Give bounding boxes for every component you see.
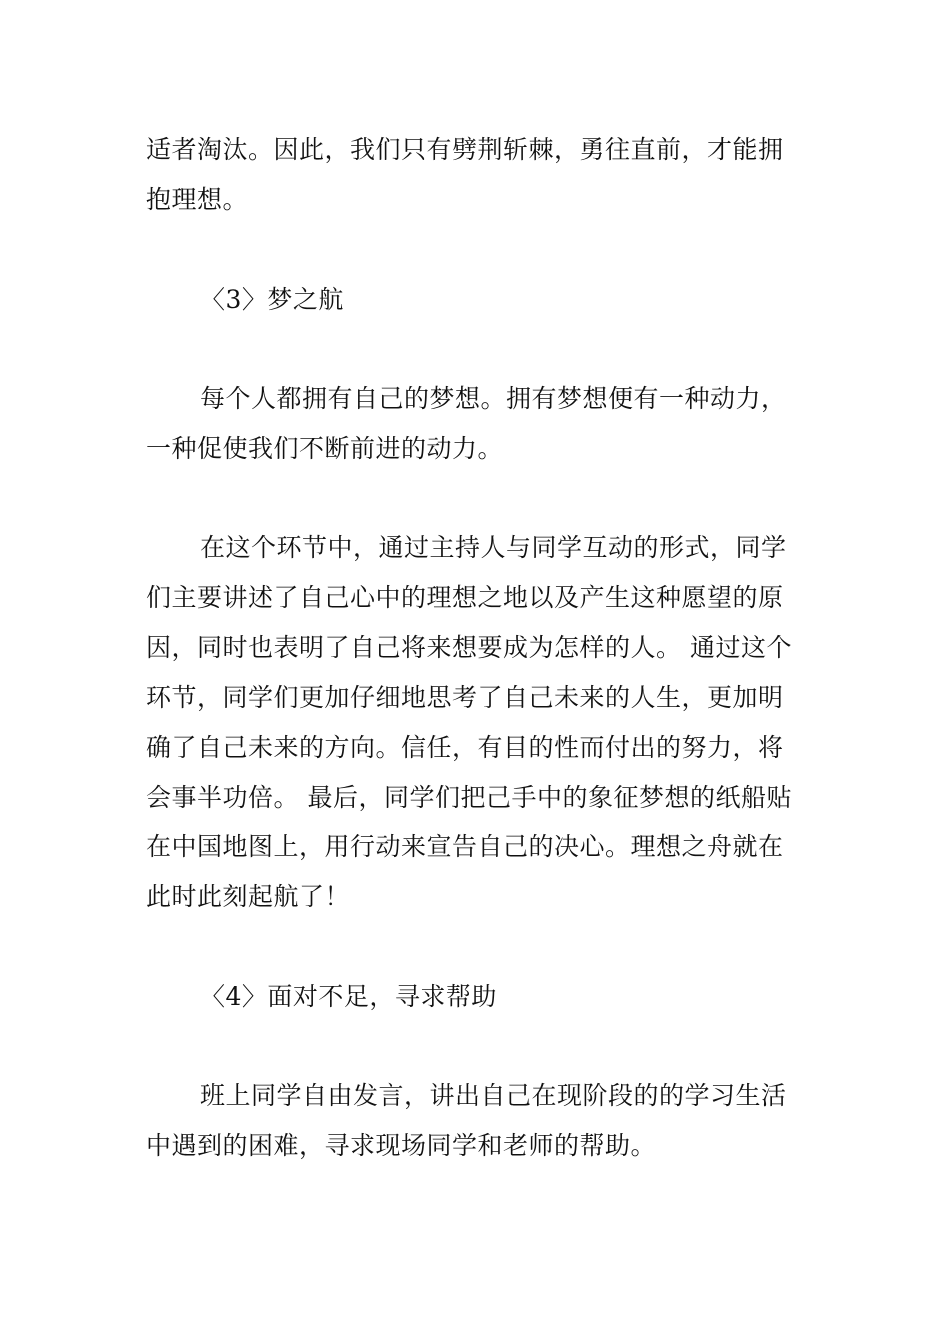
paragraph-3-line-6: 会事半功倍。 最后，同学们把己手中的象征梦想的纸船贴	[146, 783, 792, 812]
paragraph-1-line-1: 适者淘汰。因此，我们只有劈荆斩棘，勇往直前，才能拥	[146, 135, 784, 164]
paragraph-2-line-1: 每个人都拥有自己的梦想。拥有梦想便有一种动力，	[200, 384, 787, 413]
paragraph-3-line-7: 在中国地图上，用行动来宣告自己的决心。理想之舟就在	[146, 832, 784, 861]
paragraph-3-line-4: 环节，同学们更加仔细地思考了自己未来的人生，更加明	[146, 683, 784, 712]
paragraph-1-line-2: 抱理想。	[146, 185, 249, 214]
paragraph-4-line-2: 中遇到的困难，寻求现场同学和老师的帮助。	[146, 1131, 657, 1160]
paragraph-3-line-1: 在这个环节中，通过主持人与同学互动的形式，同学	[200, 533, 787, 562]
section-heading-4: 〈4〉面对不足，寻求帮助	[200, 982, 497, 1011]
paragraph-4-line-1: 班上同学自由发言，讲出自己在现阶段的的学习生活	[200, 1081, 787, 1110]
paragraph-3-line-8: 此时此刻起航了！	[146, 882, 351, 911]
paragraph-2-line-2: 一种促使我们不断前进的动力。	[146, 434, 504, 463]
paragraph-3-line-2: 们主要讲述了自己心中的理想之地以及产生这种愿望的原	[146, 583, 784, 612]
paragraph-3-line-5: 确了自己未来的方向。信任，有目的性而付出的努力，将	[146, 733, 784, 762]
paragraph-3-line-3: 因，同时也表明了自己将来想要成为怎样的人。 通过这个	[146, 633, 792, 662]
section-heading-3: 〈3〉梦之航	[200, 285, 344, 314]
